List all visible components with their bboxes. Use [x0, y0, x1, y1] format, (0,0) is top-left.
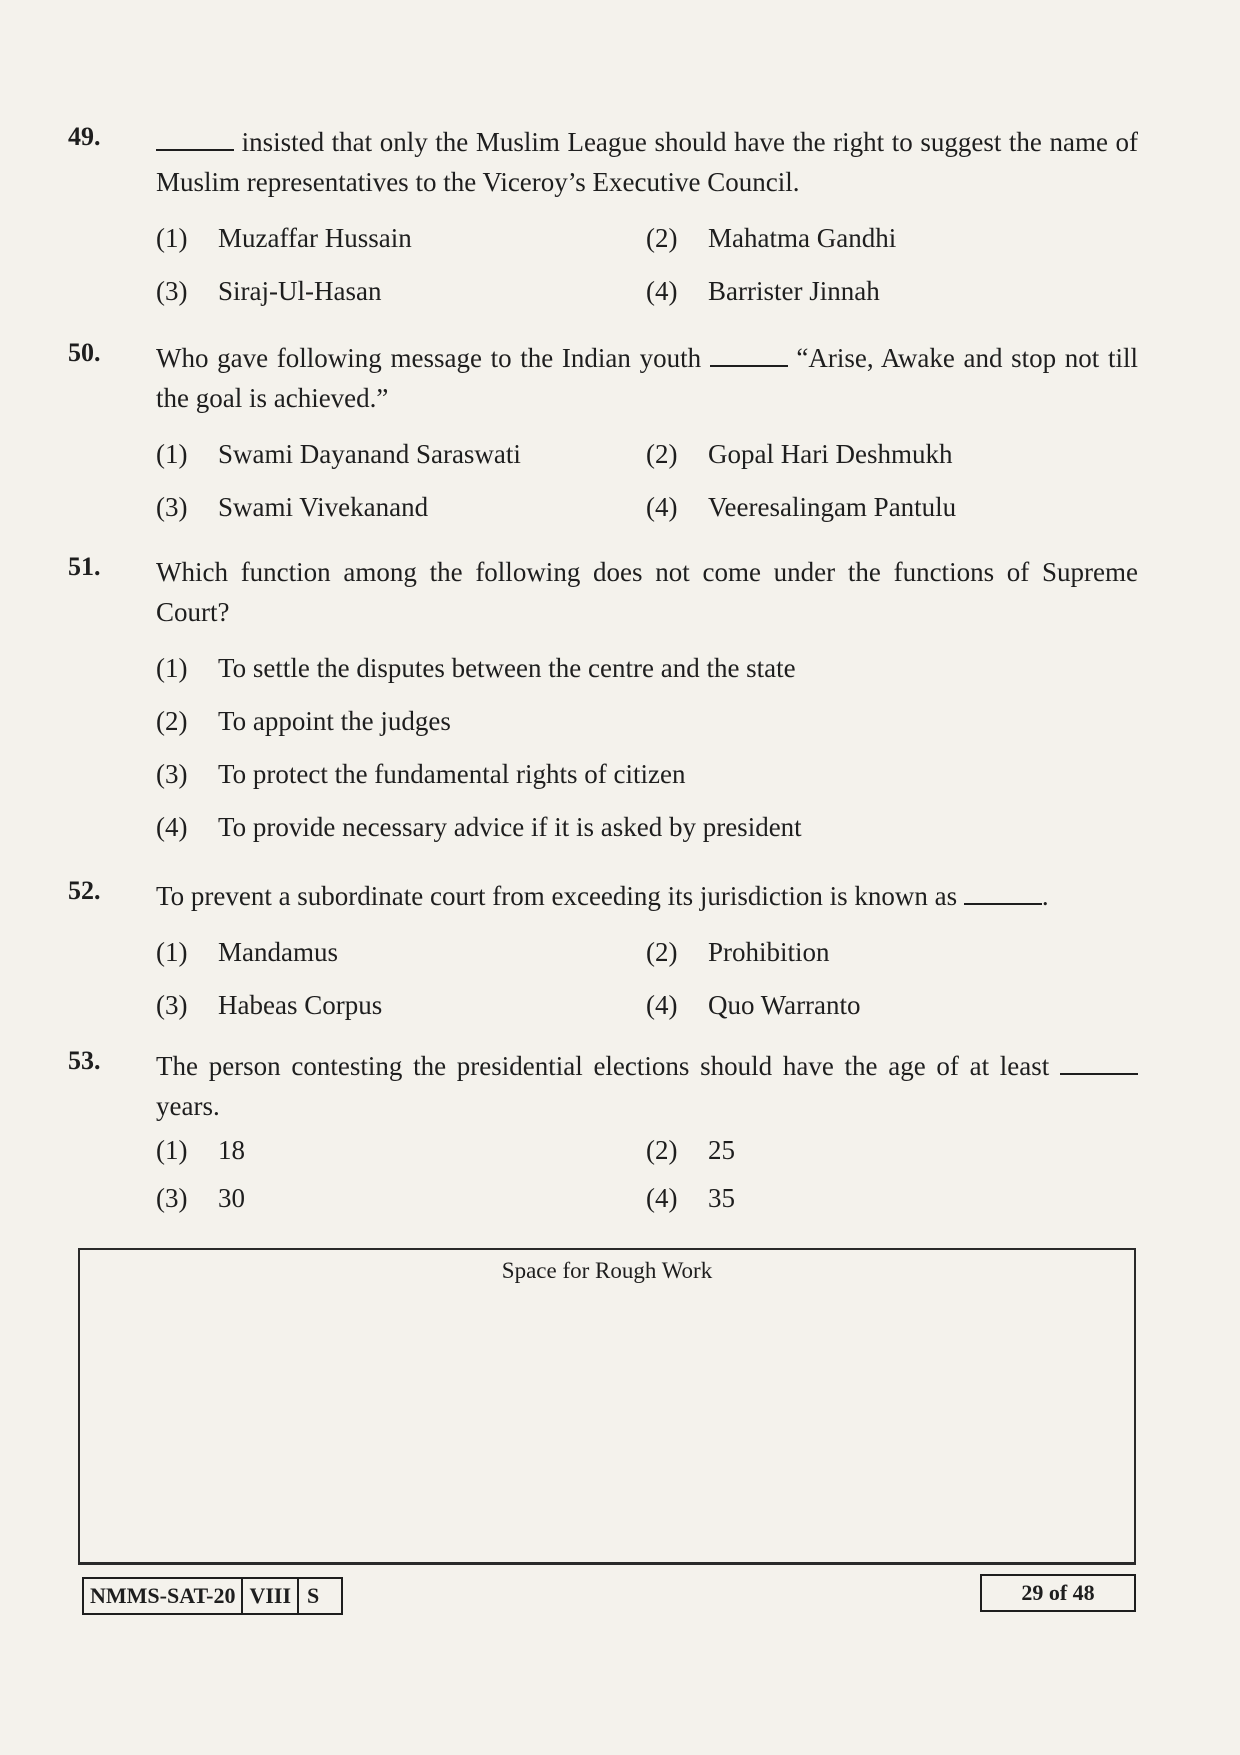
- question-51: [60, 552, 1140, 854]
- paper-code: NMMS-SAT-20: [90, 1583, 236, 1608]
- answer-blank: [964, 881, 1042, 905]
- set-label: S: [297, 1579, 341, 1613]
- question-number: 52.: [68, 876, 101, 905]
- option-2: (2) To appoint the judges: [156, 706, 451, 736]
- option-3: (3) To protect the fundamental rights of citizen: [156, 759, 686, 789]
- rough-work-box: [78, 1248, 1136, 1565]
- question-number: 50.: [68, 338, 101, 367]
- question-50: [60, 338, 1140, 534]
- option-1: (1) Muzaffar Hussain: [156, 223, 412, 253]
- answer-blank: [1060, 1051, 1138, 1075]
- question-text: Which function among the following does not come under the functions of Supreme Court?: [156, 557, 1138, 627]
- rough-work-title: Space for Rough Work: [501, 1258, 713, 1283]
- page-number: 29 of 48: [980, 1574, 1136, 1612]
- option-1: (1) To settle the disputes between the centre and the state: [156, 653, 796, 683]
- option-4: (4) 35: [646, 1182, 735, 1213]
- option-2: (2) Gopal Hari Deshmukh: [646, 439, 953, 469]
- option-4: (4) To provide necessary advice if it is asked by president: [156, 812, 802, 842]
- options: [156, 212, 1138, 318]
- question-text: insisted that only the Muslim League should have the right to suggest the name of Muslim representatives to the Viceroy’s Executive Council.: [156, 127, 1139, 197]
- question-53: [60, 1046, 1140, 1222]
- answer-blank: [156, 127, 234, 151]
- options: [156, 926, 1138, 1032]
- option-3: (3) Habeas Corpus: [156, 990, 383, 1020]
- question-text: To prevent a subordinate court from exceeding its jurisdiction is known as .: [156, 881, 1049, 911]
- option-2: (2) Mahatma Gandhi: [646, 223, 897, 253]
- question-49: [60, 122, 1140, 318]
- question-number: 53.: [68, 1046, 101, 1075]
- question-text: The person contesting the presidential elections should have the age of at least years.: [156, 1046, 1138, 1126]
- question-number: 51.: [68, 552, 101, 581]
- class-label: VIII: [241, 1579, 297, 1613]
- question-text: Who gave following message to the Indian youth “Arise, Awake and stop not till the goal is achieved.”: [156, 343, 1138, 413]
- option-4: (4) Veeresalingam Pantulu: [646, 492, 957, 522]
- option-4: (4) Quo Warranto: [646, 990, 861, 1020]
- option-3: (3) Siraj-Ul-Hasan: [156, 276, 382, 306]
- option-2: (2) 25: [646, 1134, 735, 1165]
- option-4: (4) Barrister Jinnah: [646, 276, 880, 306]
- answer-blank: [710, 343, 788, 367]
- question-52: [60, 876, 1140, 1032]
- option-1: (1) 18: [156, 1134, 245, 1165]
- options: [156, 1126, 1138, 1222]
- options: [156, 428, 1138, 534]
- question-number: 49.: [68, 122, 101, 151]
- option-2: (2) Prohibition: [646, 937, 830, 967]
- option-3: (3) Swami Vivekanand: [156, 492, 429, 522]
- paper-code-box: [82, 1577, 343, 1615]
- option-3: (3) 30: [156, 1182, 245, 1213]
- option-1: (1) Mandamus: [156, 937, 338, 967]
- options: [156, 642, 1138, 854]
- option-1: (1) Swami Dayanand Saraswati: [156, 439, 521, 469]
